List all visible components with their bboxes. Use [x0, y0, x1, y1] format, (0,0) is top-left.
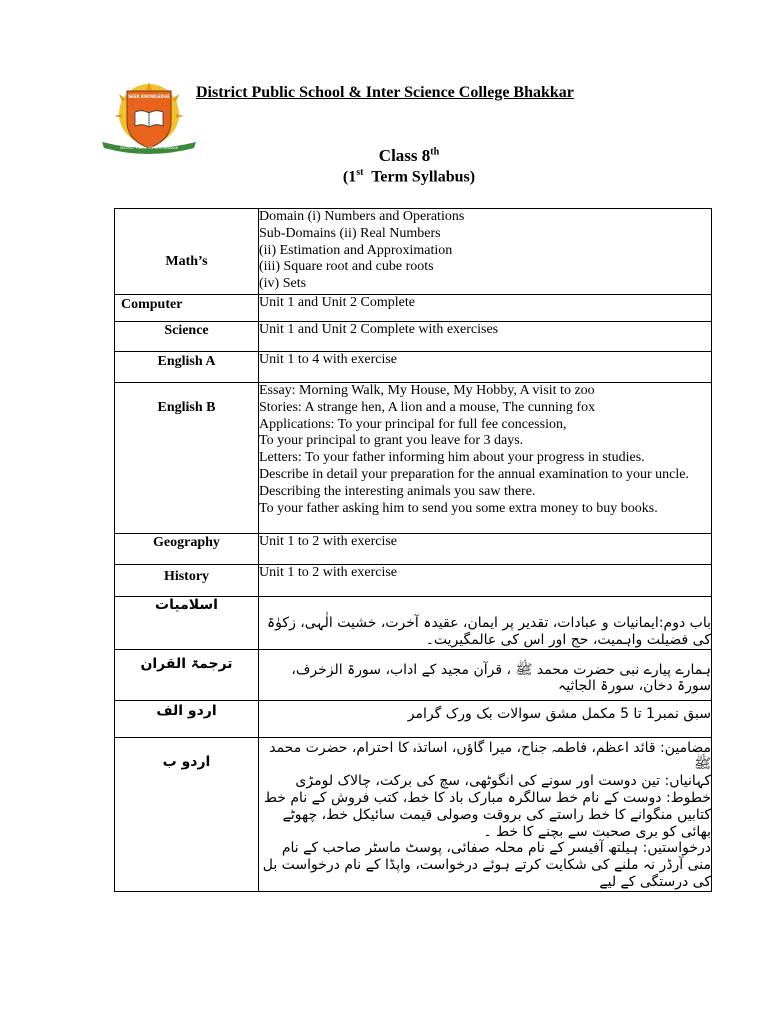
table-row	[115, 383, 712, 534]
book-icon	[135, 111, 163, 127]
table-row	[115, 565, 712, 597]
content-cell	[259, 565, 712, 597]
content-line: ہمارے پیارے نبی حضرت محمد ﷺ ، قرآن مجید کے اداب، سورۃ الزخرف، سورۃ دخان، سورۃ الجاثیہ	[291, 661, 711, 695]
term-sup: st	[356, 167, 364, 178]
content-cell	[259, 383, 712, 534]
content-line: Essay: Morning Walk, My House, My Hobby, A visit to zoo	[259, 383, 595, 398]
term-title	[0, 167, 768, 186]
content-line: باب دوم:ایمانیات و عبادات، تقدیر پر ایمان، عقیدہ آخرت، خشیت الٰہی، زکوٰۃ کی فضیلت واہمیت، حج اور اس کی عالمگیریت۔	[266, 615, 711, 648]
school-name: District Public School & Inter Science College Bhakkar	[196, 84, 574, 101]
table-row	[115, 209, 712, 295]
subject-cell: English B	[115, 383, 259, 534]
table-row	[115, 322, 712, 352]
content-cell	[259, 597, 712, 650]
class-title	[0, 146, 768, 166]
content-line: Describing the interesting animals you saw there.	[259, 483, 536, 499]
subject-cell: Math’s	[115, 209, 259, 295]
class-title-sup: th	[430, 146, 440, 158]
content-line: (iv) Sets	[259, 276, 307, 292]
content-cell	[259, 737, 712, 891]
table-row	[115, 737, 712, 891]
table-row	[115, 597, 712, 650]
table-row	[115, 700, 712, 737]
content-cell	[259, 295, 712, 322]
subject-cell: English A	[115, 352, 259, 383]
content-line: خطوط: دوست کے نام خط سالگرہ مبارک باد کا خط، کتب فروش کے نام خط کتابیں منگوانے کا خط راستے کی بروقت وصولی قیمت سائیکل خط، چھوٹے بھائی کو بری صحبت سے بچنے کا خط ۔	[264, 789, 711, 840]
content-line: Domain (i) Numbers and Operations	[259, 209, 465, 224]
subject-cell: اردو ب	[115, 737, 259, 891]
syllabus-table	[114, 208, 712, 892]
content-line: To your principal to grant you leave for 3 days.	[259, 433, 524, 449]
content-line: Stories: A strange hen, A lion and a mouse, The cunning fox	[259, 399, 596, 415]
subject-cell: Science	[115, 322, 259, 352]
subject-cell: اردو الف	[115, 700, 259, 737]
content-line: To your father asking him to send you some extra money to buy books.	[259, 500, 658, 516]
term-rest: Term Syllabus)	[363, 168, 476, 186]
subject-cell: ترجمۃ القران	[115, 649, 259, 700]
content-line: کہانیاں: تین دوست اور سونے کی انگوٹھی، سچ کی برکت، چالاک لومڑی	[295, 773, 711, 790]
content-line: سبق نمبر1 تا 5 مکمل مشق سوالات بک ورک گرامر	[407, 705, 711, 722]
class-title-main: Class 8	[378, 146, 431, 165]
table-row	[115, 352, 712, 383]
table-row	[115, 295, 712, 322]
content-cell	[259, 534, 712, 565]
subject-cell: History	[115, 565, 259, 597]
table-row	[115, 534, 712, 565]
term-open: (1	[342, 168, 357, 186]
content-line: Letters: To your father informing him about your progress in studies.	[259, 450, 645, 466]
content-line: Applications: To your principal for full fee concession,	[259, 416, 567, 432]
content-line: Unit 1 to 2 with exercise	[259, 534, 398, 549]
content-cell	[259, 322, 712, 352]
logo-ribbon-text: DISTRICT PUBLIC SCHOOL BHAKKAR	[120, 146, 178, 150]
table-row	[115, 649, 712, 700]
content-cell	[259, 209, 712, 295]
content-line: (iii) Square root and cube roots	[259, 259, 434, 275]
subject-cell: Geography	[115, 534, 259, 565]
content-line: مضامین: قائد اعظم، فاطمہ جناح، میرا گاؤں، اساتذہ کا احترام، حضرت محمد ﷺ	[269, 739, 711, 773]
subject-cell: اسلامیات	[115, 597, 259, 650]
content-cell	[259, 649, 712, 700]
content-line: Unit 1 and Unit 2 Complete with exercises	[259, 322, 499, 337]
content-cell	[259, 352, 712, 383]
content-line: Sub-Domains (ii) Real Numbers	[259, 225, 441, 241]
content-cell	[259, 700, 712, 737]
content-line: (ii) Estimation and Approximation	[259, 242, 453, 258]
content-line: درخواستیں: ہیلتھ آفیسر کے نام محلہ صفائی، پوسٹ ماسٹر صاحب کے نام منی آرڈر نہ ملنے کی شکایت کرتے ہوئے درخواست، واپڈا کے نام درخواست بل کی درستگی کے لیے	[262, 840, 711, 890]
content-line: Unit 1 to 4 with exercise	[259, 352, 398, 367]
content-line: Describe in detail your preparation for the annual examination to your uncle.	[259, 466, 689, 482]
logo-arc-text: SEEK KNOWLEDGE	[128, 94, 170, 99]
school-logo	[100, 82, 198, 154]
subject-cell: Computer	[115, 295, 259, 322]
content-line: Unit 1 to 2 with exercise	[259, 565, 398, 580]
content-line: Unit 1 and Unit 2 Complete	[259, 295, 415, 310]
